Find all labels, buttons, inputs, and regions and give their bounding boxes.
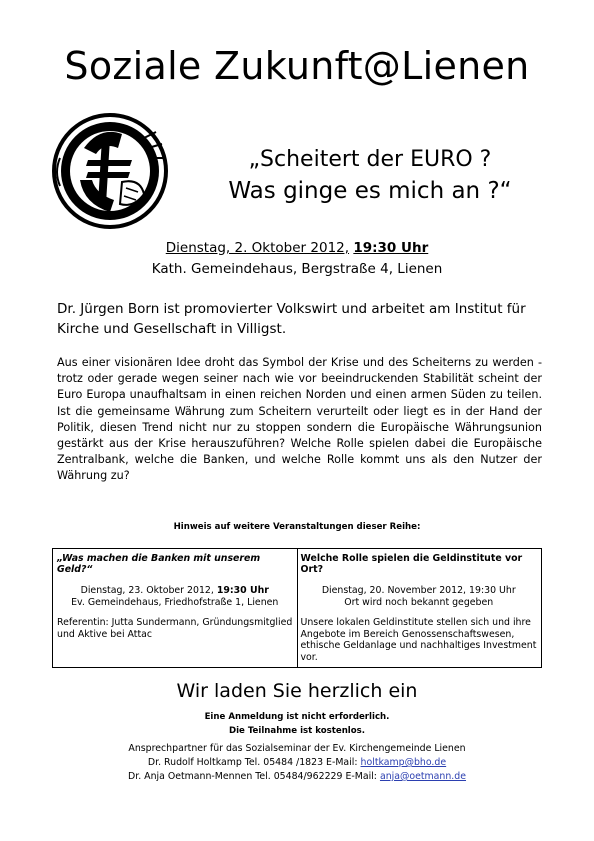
- contact-person-2: [0, 771, 594, 782]
- series-event-place: Ort wird noch bekannt gegeben: [344, 597, 494, 608]
- contact-email-2-link[interactable]: anja@oetmann.de: [379, 771, 467, 782]
- page-title: Soziale Zukunft@Lienen: [64, 44, 530, 88]
- series-event-when: [57, 585, 293, 609]
- participation-note: Die Teilnahme ist kostenlos.: [228, 726, 366, 736]
- event-place: Kath. Gemeindehaus, Bergstraße 4, Lienen: [151, 261, 443, 277]
- series-event-title: „Was machen die Banken mit unserem Geld?“: [57, 553, 261, 575]
- series-heading: Hinweis auf weitere Veranstaltungen dieser Reihe:: [173, 522, 421, 532]
- event-date-line: [0, 240, 594, 256]
- series-event-card: [297, 549, 542, 668]
- series-event-card: [53, 549, 298, 668]
- contact-intro: Ansprechpartner für das Sozialseminar der Ev. Kirchengemeinde Lienen: [128, 743, 466, 754]
- series-event-date: Dienstag, 20. November 2012, 19:30 Uhr: [321, 585, 516, 596]
- contact-person-1: [0, 757, 594, 768]
- invitation-headline: Wir laden Sie herzlich ein: [176, 680, 418, 702]
- contact-person-2-details: Dr. Anja Oetmann-Mennen Tel. 05484/962229 E-Mail:: [127, 771, 377, 782]
- headline-line-2: Was ginge es mich an ?“: [228, 178, 512, 204]
- euro-coin-icon: [40, 108, 182, 234]
- series-events-table: [52, 548, 542, 668]
- series-event-description: Referentin: Jutta Sundermann, Gründungsmitglied und Aktive bei Attac: [57, 617, 293, 640]
- series-event-when: [301, 585, 538, 609]
- headline-line-1: „Scheitert der EURO ?: [248, 147, 492, 172]
- series-event-date: Dienstag, 23. Oktober 2012,: [80, 585, 214, 596]
- event-time: 19:30 Uhr: [353, 240, 429, 256]
- series-event-title: Welche Rolle spielen die Geldinstitute vor Ort?: [300, 553, 523, 575]
- series-event-description: Unsere lokalen Geldinstitute stellen sich und ihre Angebote im Bereich Genossenschaftswesen, ethische Geldanlage und nachhaltiges Investment vor.: [300, 617, 537, 663]
- speaker-bio: Dr. Jürgen Born ist promovierter Volkswirt und arbeitet am Institut für Kirche und Gesellschaft in Villigst.: [57, 301, 526, 337]
- contact-email-1-link[interactable]: holtkamp@bho.de: [360, 757, 447, 768]
- registration-note: Eine Anmeldung ist nicht erforderlich.: [204, 712, 390, 722]
- event-description: Aus einer visionären Idee droht das Symbol der Krise und des Scheiterns zu werden - trotz oder gerade wegen seiner nach wie vor beeindruckenden Stabilität scheint der Euro Europa unaufhaltsam in einen reichen Norden und einen armen Süden zu teilen. Ist die gemeinsame Währung zum Scheitern verurteilt oder liegt es in der Hand der Politik, diesen Trend nicht nur zu stoppen sondern die Europäische Währungsunion gestärkt aus der Krise herauszuführen? Welche Rolle spielen dabei die Europäische Zentralbank, welche die Banken, und welche Rolle kommt uns als den Nutzer der Währung zu?: [57, 356, 542, 483]
- series-event-time: 19:30 Uhr: [216, 585, 269, 596]
- series-event-place: Ev. Gemeindehaus, Friedhofstraße 1, Lienen: [71, 597, 279, 608]
- event-date: Dienstag, 2. Oktober 2012,: [165, 240, 350, 256]
- contact-person-1-details: Dr. Rudolf Holtkamp Tel. 05484 /1823 E-Mail:: [147, 757, 358, 768]
